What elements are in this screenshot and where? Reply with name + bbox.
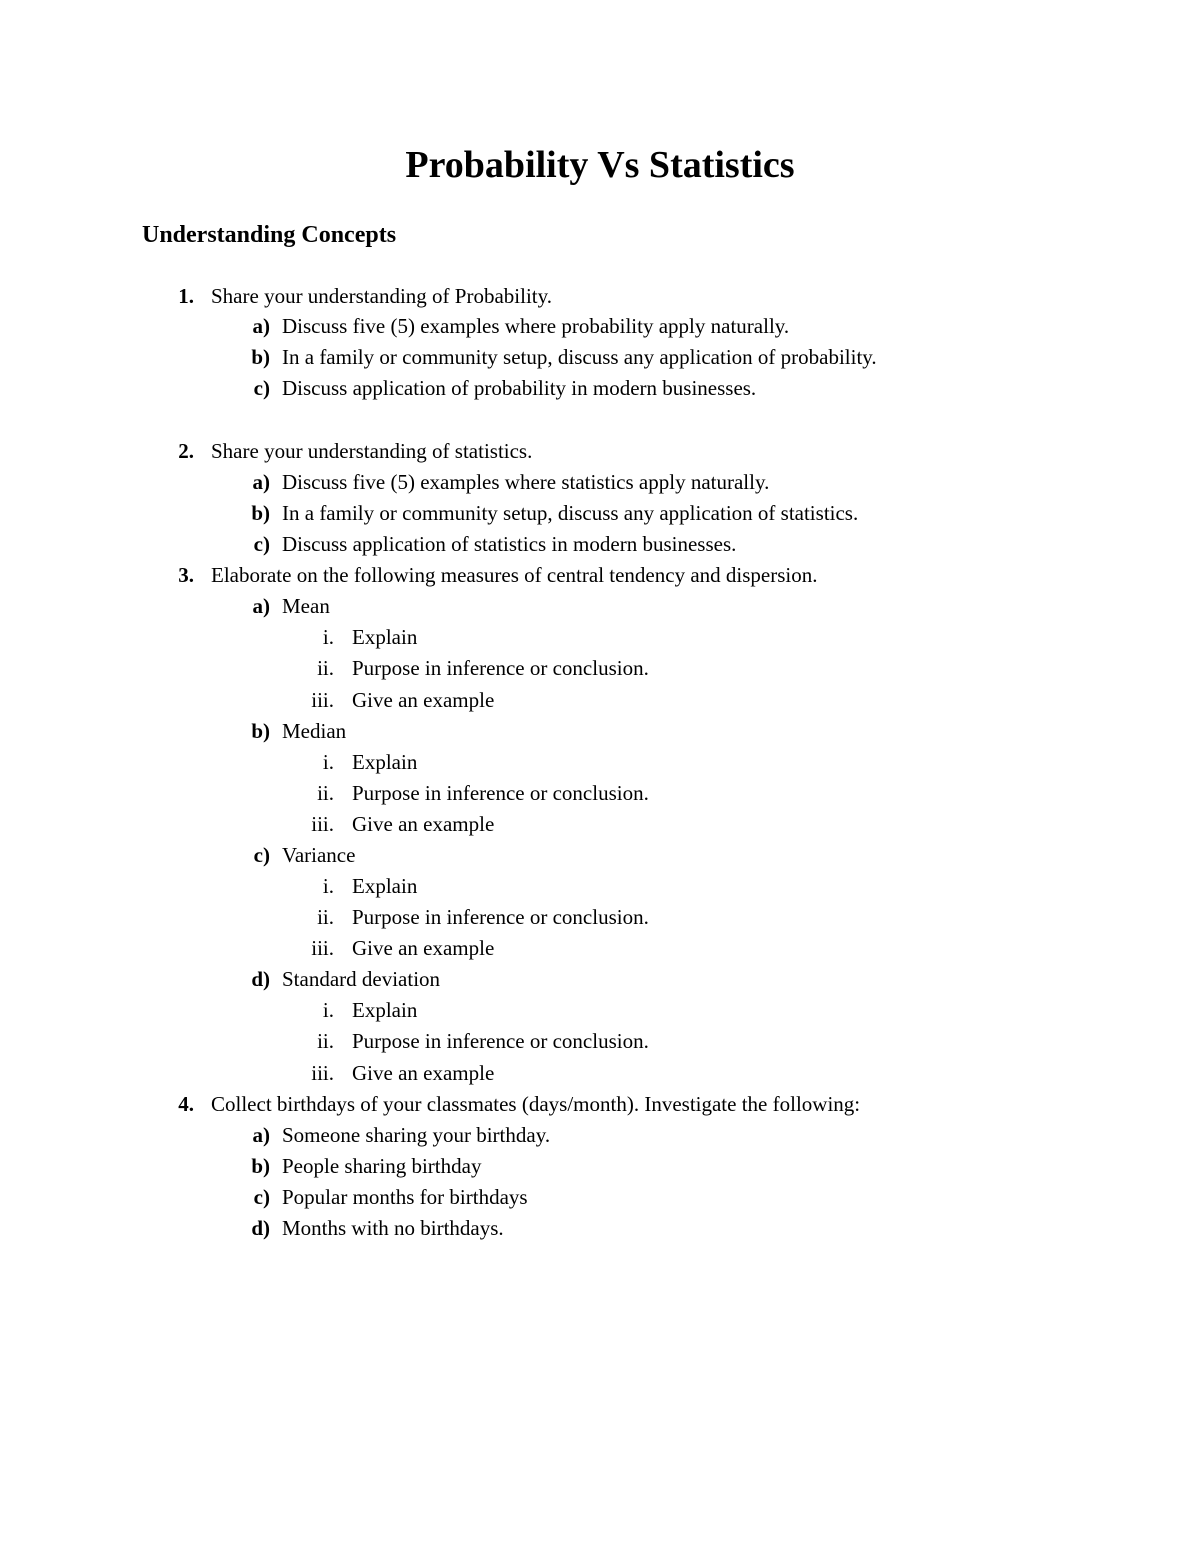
item-marker: b) (251, 1154, 270, 1178)
item-marker: ii. (317, 1029, 334, 1053)
item-text: Give an example (352, 688, 495, 712)
item-marker: b) (251, 345, 270, 369)
item-marker: 4. (178, 1092, 194, 1116)
item-text: Elaborate on the following measures of central tendency and dispersion. (211, 563, 818, 587)
item-marker: i. (322, 625, 334, 649)
item-text: Explain (352, 625, 418, 649)
item-text: Explain (352, 750, 418, 774)
item-marker: i. (322, 998, 334, 1022)
item-text: Mean (282, 594, 330, 618)
item-marker: d) (251, 967, 270, 991)
item-text: Share your understanding of statistics. (211, 439, 533, 463)
item-marker: a) (252, 314, 270, 338)
item-text: Popular months for birthdays (282, 1185, 528, 1209)
item-text: Purpose in inference or conclusion. (352, 656, 649, 680)
item-marker: a) (252, 470, 270, 494)
item-marker: ii. (317, 905, 334, 929)
item-marker: iii. (311, 812, 334, 836)
item-text: Discuss five (5) examples where statistics apply naturally. (282, 470, 770, 494)
item-marker: iii. (311, 936, 334, 960)
item-text: Months with no birthdays. (282, 1216, 504, 1240)
item-marker: 3. (178, 563, 194, 587)
item-text: Purpose in inference or conclusion. (352, 1029, 649, 1053)
item-marker: iii. (311, 1061, 334, 1085)
item-text: Explain (352, 998, 418, 1022)
item-marker: ii. (317, 781, 334, 805)
item-marker: c) (253, 376, 270, 400)
item-text: Discuss application of probability in modern businesses. (282, 376, 757, 400)
item-marker: 2. (178, 439, 194, 463)
item-text: Median (282, 719, 347, 743)
item-marker: 1. (178, 284, 194, 308)
item-text: Purpose in inference or conclusion. (352, 905, 649, 929)
item-marker: b) (251, 719, 270, 743)
item-text: Standard deviation (282, 967, 441, 991)
item-text: Variance (282, 843, 356, 867)
item-text: Discuss application of statistics in modern businesses. (282, 532, 737, 556)
item-marker: b) (251, 501, 270, 525)
page-title: Probability Vs Statistics (405, 144, 795, 186)
item-marker: iii. (311, 688, 334, 712)
item-marker: a) (252, 594, 270, 618)
item-text: Collect birthdays of your classmates (days/month). Investigate the following: (211, 1092, 861, 1116)
item-text: In a family or community setup, discuss any application of statistics. (282, 501, 859, 525)
item-text: Purpose in inference or conclusion. (352, 781, 649, 805)
item-text: Give an example (352, 812, 495, 836)
item-text: Share your understanding of Probability. (211, 284, 552, 308)
item-marker: i. (322, 874, 334, 898)
section-heading: Understanding Concepts (142, 222, 397, 248)
item-marker: c) (253, 1185, 270, 1209)
item-marker: ii. (317, 656, 334, 680)
item-marker: a) (252, 1123, 270, 1147)
item-text: In a family or community setup, discuss any application of probability. (282, 345, 877, 369)
item-marker: c) (253, 532, 270, 556)
item-text: Explain (352, 874, 418, 898)
item-text: Give an example (352, 1061, 495, 1085)
item-text: Give an example (352, 936, 495, 960)
item-text: People sharing birthday (282, 1154, 482, 1178)
item-marker: c) (253, 843, 270, 867)
item-marker: i. (322, 750, 334, 774)
item-marker: d) (251, 1216, 270, 1240)
item-text: Someone sharing your birthday. (282, 1123, 551, 1147)
item-text: Discuss five (5) examples where probability apply naturally. (282, 314, 790, 338)
